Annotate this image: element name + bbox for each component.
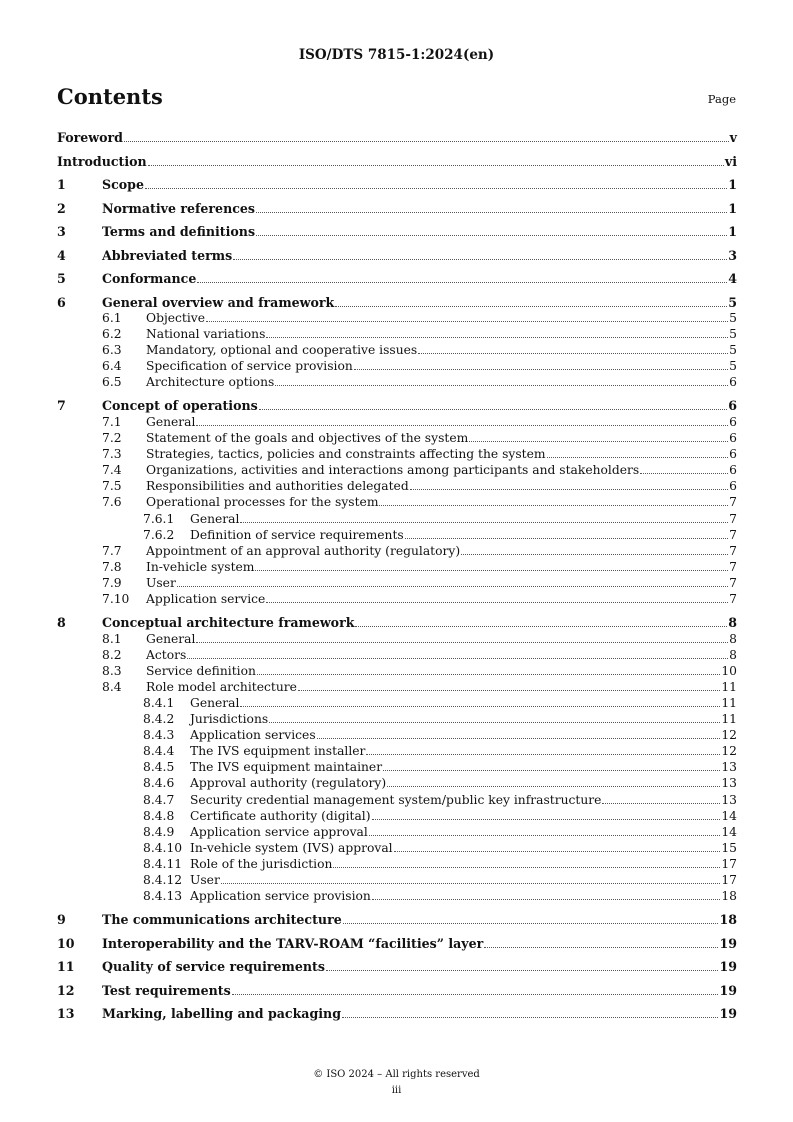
toc-entry[interactable] [57,375,737,391]
toc-entry-title[interactable]: Certificate authority (digital) [190,808,371,823]
toc-entry-title[interactable]: Architecture options [146,375,275,390]
toc-entry[interactable] [57,809,737,825]
toc-entry-page[interactable]: 1 [728,200,737,216]
toc-entry-title[interactable]: General [146,414,196,429]
toc-entry-page[interactable]: 11 [721,695,737,710]
toc-entry-page[interactable]: 5 [729,359,737,374]
toc-entry-page[interactable]: 4 [728,271,737,286]
toc-entry-title[interactable]: Role of the jurisdiction [190,856,333,871]
toc-entry[interactable] [57,512,737,528]
toc-entry-title[interactable]: Quality of service requirements [102,959,325,975]
toc-entry-number: 8.4.7 [143,792,175,807]
toc-entry[interactable] [57,959,737,976]
toc-entry-number: 10 [57,935,75,951]
toc-entry-title[interactable]: Jurisdictions [190,712,269,727]
page-column-label: Page [707,92,736,106]
toc-entry-page[interactable]: 7 [729,527,737,542]
toc-entry[interactable] [57,648,737,664]
toc-entry-number: 6.5 [102,375,122,390]
toc-entry-title[interactable]: Specification of service provision [146,359,353,374]
toc-entry-title[interactable]: Operational processes for the system [146,495,379,510]
toc-entry-title[interactable]: Strategies, tactics, policies and constraints affecting the system [146,447,546,462]
dot-leader [333,867,720,868]
toc-entry[interactable] [57,760,737,776]
toc-entry-number: 7.6.1 [143,511,175,526]
toc-entry[interactable] [57,177,737,194]
toc-entry[interactable] [57,447,737,463]
toc-entry-number: 6.3 [102,343,122,358]
toc-entry-page[interactable]: 5 [728,294,737,310]
toc-entry[interactable] [57,664,737,680]
toc-entry-number: 1 [57,177,66,192]
toc-entry[interactable] [57,343,737,359]
toc-entry[interactable] [57,201,737,218]
toc-entry-page[interactable]: 6 [728,398,737,414]
dot-leader [602,803,720,804]
dot-leader [355,626,727,627]
toc-entry[interactable] [57,825,737,841]
dot-leader [257,674,720,675]
toc-entry[interactable] [57,560,737,576]
toc-entry-number: 8.4.13 [143,889,183,904]
dot-leader [124,141,729,142]
toc-entry[interactable] [57,224,737,241]
toc-entry-title[interactable]: Application service provision [190,889,371,904]
toc-entry-title[interactable]: General [190,695,240,710]
toc-entry-number: 5 [57,271,66,286]
toc-entry[interactable] [57,696,737,712]
toc-entry[interactable] [57,776,737,792]
toc-entry[interactable] [57,248,737,265]
dot-leader [547,457,729,458]
toc-entry-number: 3 [57,224,66,239]
toc-entry-page[interactable]: 6 [729,414,737,429]
toc-entry-page[interactable]: 14 [721,808,737,823]
toc-entry-title[interactable]: The communications architecture [102,912,342,928]
toc-entry-title[interactable]: Security credential management system/public key infrastructure [190,792,602,807]
toc-entry[interactable] [57,130,737,147]
toc-entry[interactable] [57,398,737,415]
toc-entry-page[interactable]: 12 [721,728,737,743]
toc-entry-number: 7.8 [102,559,122,574]
dot-leader [232,994,719,995]
toc-entry-page[interactable]: 15 [721,840,737,855]
dot-leader [255,570,728,571]
toc-entry-page[interactable]: 6 [729,463,737,478]
toc-entry-number: 8.4.5 [143,760,175,775]
document-header: ISO/DTS 7815-1:2024(en) [298,47,495,63]
dot-leader [410,489,728,490]
toc-entry-page[interactable]: 7 [729,495,737,510]
dot-leader [418,353,728,354]
toc-entry-number: 2 [57,200,66,216]
toc-entry-title[interactable]: Application services [190,728,316,743]
toc-entry[interactable] [57,576,737,592]
toc-entry-page[interactable]: 12 [721,744,737,759]
dot-leader [343,923,719,924]
toc-entry-page[interactable]: v [729,130,737,145]
toc-entry-title[interactable]: In-vehicle system [146,559,255,574]
toc-entry-title[interactable]: Service definition [146,663,256,678]
toc-entry[interactable] [57,154,737,171]
toc-entry[interactable] [57,712,737,728]
toc-entry-number: 12 [57,982,75,998]
toc-entry-title[interactable]: Appointment of an approval authority (regulatory) [146,543,461,558]
toc-entry[interactable] [57,431,737,447]
toc-entry[interactable] [57,615,737,632]
toc-entry[interactable] [57,495,737,511]
toc-entry[interactable] [57,793,737,809]
toc-entry-title[interactable]: Application service [146,592,266,606]
toc-entry-number: 8.4.10 [143,840,183,855]
toc-entry-title[interactable]: Conformance [102,271,197,286]
toc-entry-number: 7.6.2 [143,527,175,542]
toc-entry-title[interactable]: Role model architecture [146,679,297,694]
toc-entry-title[interactable]: Responsibilities and authorities delegated [146,479,409,494]
toc-entry-number: 9 [57,912,66,928]
toc-entry-title[interactable]: Test requirements [102,982,231,998]
toc-entry-page[interactable]: 7 [729,559,737,574]
toc-entry[interactable] [57,873,737,889]
toc-entry-number: 8.1 [102,631,122,646]
dot-leader [196,425,728,426]
toc-entry-page[interactable]: 1 [728,177,737,192]
toc-entry-number: 7.9 [102,575,122,590]
toc-entry-page[interactable]: 7 [729,575,737,590]
toc-entry-title[interactable]: Organizations, activities and interactions among participants and stakeholders [146,463,640,478]
toc-entry[interactable] [57,359,737,375]
toc-entry-number: 8.2 [102,647,122,662]
toc-entry-page[interactable]: 13 [721,792,737,807]
toc-entry-number: 6.4 [102,359,122,374]
dot-leader [640,473,728,474]
toc-entry-number: 8.4.8 [143,808,175,823]
toc-entry[interactable] [57,544,737,560]
dot-leader [240,706,720,707]
toc-entry-number: 8.4.1 [143,695,175,710]
dot-leader [484,947,718,948]
toc-entry-title[interactable]: The IVS equipment maintainer [190,760,383,775]
toc-entry-page[interactable]: 6 [729,431,737,446]
dot-leader [256,212,727,213]
toc-entry[interactable] [57,1006,737,1023]
contents-title: Contents [57,84,163,109]
toc-entry-title[interactable]: Definition of service requirements [190,527,404,542]
toc-entry-title[interactable]: Application service approval [190,824,368,839]
copyright-notice: © ISO 2024 – All rights reserved [313,1069,480,1080]
dot-leader [372,899,721,900]
toc-entry-title[interactable]: Introduction [57,153,147,169]
dot-leader [197,282,727,283]
toc-entry-title[interactable]: In-vehicle system (IVS) approval [190,840,393,855]
toc-entry-number: 6.1 [102,311,122,325]
toc-entry-page[interactable]: 8 [729,647,737,662]
toc-entry-title[interactable]: Foreword [57,130,123,145]
toc-entry-page[interactable]: 5 [729,327,737,342]
toc-entry-title[interactable]: General overview and framework [102,294,335,310]
toc-entry[interactable] [57,728,737,744]
dot-leader [372,819,721,820]
dot-leader [275,385,728,386]
dot-leader [405,538,728,539]
dot-leader [369,835,721,836]
toc-entry-page[interactable]: 3 [728,247,737,263]
toc-entry-number: 6.2 [102,327,122,342]
toc-entry-page[interactable]: 6 [729,375,737,390]
dot-leader [354,369,728,370]
dot-leader [387,786,720,787]
dot-leader [317,738,721,739]
toc-entry-title[interactable]: User [190,873,220,887]
toc-entry-page[interactable]: 13 [721,760,737,775]
dot-leader [221,883,721,884]
toc-entry-number: 8.4.6 [143,776,175,791]
toc-entry-number: 7.4 [102,463,122,478]
dot-leader [269,722,720,723]
toc-entry-page[interactable]: 11 [721,679,737,694]
dot-leader [383,770,720,771]
toc-entry-number: 7.6 [102,495,122,510]
toc-entry-title[interactable]: General [146,631,196,646]
toc-entry-number: 7.1 [102,414,122,429]
toc-entry-number: 8 [57,615,66,631]
toc-entry-number: 7.7 [102,543,122,558]
toc-entry-number: 8.3 [102,663,122,678]
toc-entry-number: 4 [57,247,66,263]
toc-entry-page[interactable]: 11 [721,712,737,727]
toc-entry-page[interactable]: 18 [721,889,737,904]
dot-leader [366,754,720,755]
dot-leader [206,321,728,322]
toc-entry[interactable] [57,983,737,1000]
toc-entry-number: 8.4.9 [143,824,175,839]
toc-entry-page[interactable]: vi [724,153,737,169]
toc-entry-page[interactable]: 19 [719,1006,737,1022]
toc-entry-title[interactable]: National variations [146,327,266,342]
toc-entry[interactable] [57,415,737,431]
toc-entry-page[interactable]: 6 [729,479,737,494]
toc-entry-page[interactable]: 5 [729,311,737,325]
toc-entry-title[interactable]: Approval authority (regulatory) [190,776,387,791]
dot-leader [148,165,724,166]
toc-entry[interactable] [57,857,737,873]
toc-entry-number: 8.4.4 [143,744,175,759]
toc-entry-page[interactable]: 7 [729,511,737,526]
dot-leader [298,690,720,691]
toc-entry-number: 8.4.12 [143,873,183,887]
page-footer [0,1067,793,1099]
toc-entry-title[interactable]: General [190,511,240,526]
toc-entry[interactable] [57,327,737,343]
toc-entry-number: 7.10 [102,592,130,606]
dot-leader [394,851,721,852]
toc-entry[interactable] [57,632,737,648]
toc-entry[interactable] [57,592,737,608]
toc-entry[interactable] [57,841,737,857]
toc-entry[interactable] [57,479,737,495]
toc-entry-title[interactable]: Terms and definitions [102,224,256,239]
toc-entry-page[interactable]: 8 [728,615,737,631]
toc-entry-number: 7 [57,398,66,414]
dot-leader [266,337,728,338]
toc-entry-page[interactable]: 19 [719,935,737,951]
dot-leader [379,505,728,506]
toc-entry-number: 8.4.11 [143,856,183,871]
toc-entry-page[interactable]: 10 [721,663,737,678]
toc-entry[interactable] [57,295,737,312]
toc-entry-number: 7.2 [102,431,122,446]
toc-entry-page[interactable]: 6 [729,447,737,462]
toc-entry-title[interactable]: Conceptual architecture framework [102,615,355,631]
dot-leader [335,306,727,307]
toc-entry[interactable] [57,936,737,953]
toc-entry-title[interactable]: Statement of the goals and objectives of the system [146,431,469,446]
dot-leader [233,259,727,260]
toc-entry-page[interactable]: 17 [721,873,737,887]
toc-entry[interactable] [57,912,737,929]
toc-entry-title[interactable]: Objective [146,311,206,325]
dot-leader [461,554,728,555]
toc-entry-title[interactable]: Abbreviated terms [102,247,233,263]
toc-entry-page[interactable]: 1 [728,224,737,239]
toc-entry-title[interactable]: The IVS equipment installer [190,744,366,759]
toc-entry-page[interactable]: 18 [719,912,737,928]
page-number: iii [391,1085,402,1096]
toc-entry-number: 13 [57,1006,75,1022]
dot-leader [187,658,728,659]
toc-entry[interactable] [57,528,737,544]
toc-entry[interactable] [57,311,737,327]
toc-entry[interactable] [57,889,737,905]
toc-entry[interactable] [57,463,737,479]
dot-leader [326,970,719,971]
dot-leader [196,642,728,643]
dot-leader [145,188,727,189]
toc-entry[interactable] [57,271,737,288]
dot-leader [266,602,728,603]
toc-entry-title[interactable]: Mandatory, optional and cooperative issues [146,343,418,358]
toc-entry-title[interactable]: Concept of operations [102,398,258,414]
toc-entry-number: 8.4.2 [143,712,175,727]
toc-entry-page[interactable]: 8 [729,631,737,646]
toc-entry[interactable] [57,680,737,696]
dot-leader [469,441,728,442]
toc-entry-page[interactable]: 13 [721,776,737,791]
toc-entry-page[interactable]: 7 [729,592,737,606]
table-of-contents [57,130,737,1023]
toc-entry-number: 7.3 [102,447,122,462]
toc-entry-page[interactable]: 7 [729,543,737,558]
toc-entry-title[interactable]: Normative references [102,200,256,216]
toc-entry-number: 11 [57,959,75,975]
toc-entry-page[interactable]: 19 [719,959,737,975]
toc-entry-title[interactable]: Marking, labelling and packaging [102,1006,342,1022]
toc-entry-number: 7.5 [102,479,122,494]
toc-entry-page[interactable]: 14 [721,824,737,839]
dot-leader [342,1017,718,1018]
toc-entry-page[interactable]: 19 [719,982,737,998]
toc-entry-page[interactable]: 5 [729,343,737,358]
toc-entry-number: 8.4.3 [143,728,175,743]
toc-entry-number: 8.4 [102,679,122,694]
dot-leader [240,522,728,523]
toc-entry-title[interactable]: Actors [146,647,187,662]
dot-leader [256,235,727,236]
toc-entry-title[interactable]: Interoperability and the TARV-ROAM “facilities” layer [102,935,484,951]
toc-entry-title[interactable]: Scope [102,177,144,192]
toc-entry-number: 6 [57,294,66,310]
toc-entry-title[interactable]: User [146,575,176,590]
dot-leader [177,586,728,587]
toc-entry-page[interactable]: 17 [721,856,737,871]
dot-leader [259,409,728,410]
toc-entry[interactable] [57,744,737,760]
